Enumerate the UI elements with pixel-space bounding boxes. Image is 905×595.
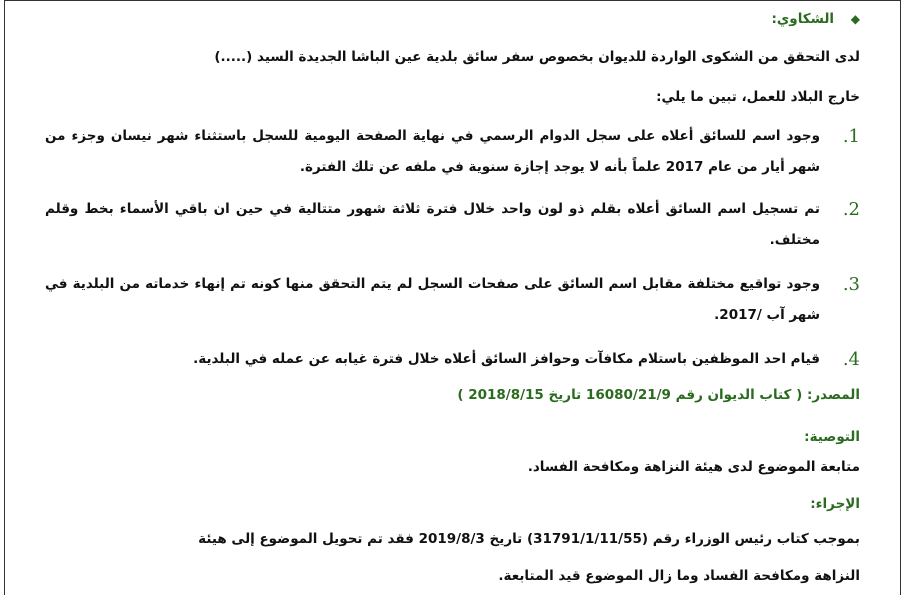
item-text: وجود تواقيع مختلفة مقابل اسم السائق على صفحات السجل لم يتم التحقق منها كونه تم إنهاء خدماته من البلدية في شهر آب /2017.	[45, 276, 820, 323]
recommendation-heading: التوصية:	[804, 429, 860, 445]
complaint-item-4	[45, 344, 860, 375]
item-number: 4.	[842, 349, 860, 370]
complaints-heading: الشكاوي:	[771, 11, 835, 27]
item-number: 3.	[842, 274, 860, 295]
item-text: تم تسجيل اسم السائق أعلاه بقلم ذو لون واحد خلال فترة ثلاثة شهور متتالية في حين ان باقي الأسماء بخط وقلم مختلف.	[45, 201, 820, 248]
complaint-item-1	[45, 121, 860, 183]
item-number: 2.	[842, 199, 860, 220]
complaints-heading-row	[45, 11, 860, 27]
action-heading: الإجراء:	[810, 496, 860, 512]
diamond-bullet-icon: ◆	[850, 12, 860, 26]
complaints-intro-line2: خارج البلاد للعمل، تبين ما يلي:	[656, 89, 860, 105]
recommendation-text: متابعة الموضوع لدى هيئة النزاهة ومكافحة الفساد.	[527, 459, 860, 475]
action-line2: النزاهة ومكافحة الفساد وما زال الموضوع قيد المتابعة.	[498, 568, 860, 584]
item-text: وجود اسم للسائق أعلاه على سجل الدوام الرسمي في نهاية الصفحة اليومية للسجل باستثناء شهر نيسان وجزء من شهر أيار من عام 2017 علماً بأنه لا يوجد إجازة سنوية في ملفه عن تلك الفترة.	[45, 128, 820, 175]
action-line1: بموجب كتاب رئيس الوزراء رقم (31791/1/11/55) تاريخ 2019/8/3 فقد تم تحويل الموضوع إلى هيئة	[198, 531, 860, 547]
complaint-item-2	[45, 194, 860, 256]
complaints-source: المصدر: ( كتاب الديوان رقم 16080/21/9 تاريخ 2018/8/15 )	[457, 387, 860, 403]
document-page	[4, 0, 901, 595]
item-text: قيام احد الموظفين باستلام مكافآت وحوافز السائق أعلاه خلال فترة غيابه عن عمله في البلدية.	[193, 351, 820, 367]
item-number: 1.	[842, 126, 860, 147]
complaint-item-3	[45, 269, 860, 331]
complaints-intro-line1: لدى التحقق من الشكوى الواردة للديوان بخصوص سفر سائق بلدية عين الباشا الجديدة السيد (.....)	[214, 49, 860, 65]
